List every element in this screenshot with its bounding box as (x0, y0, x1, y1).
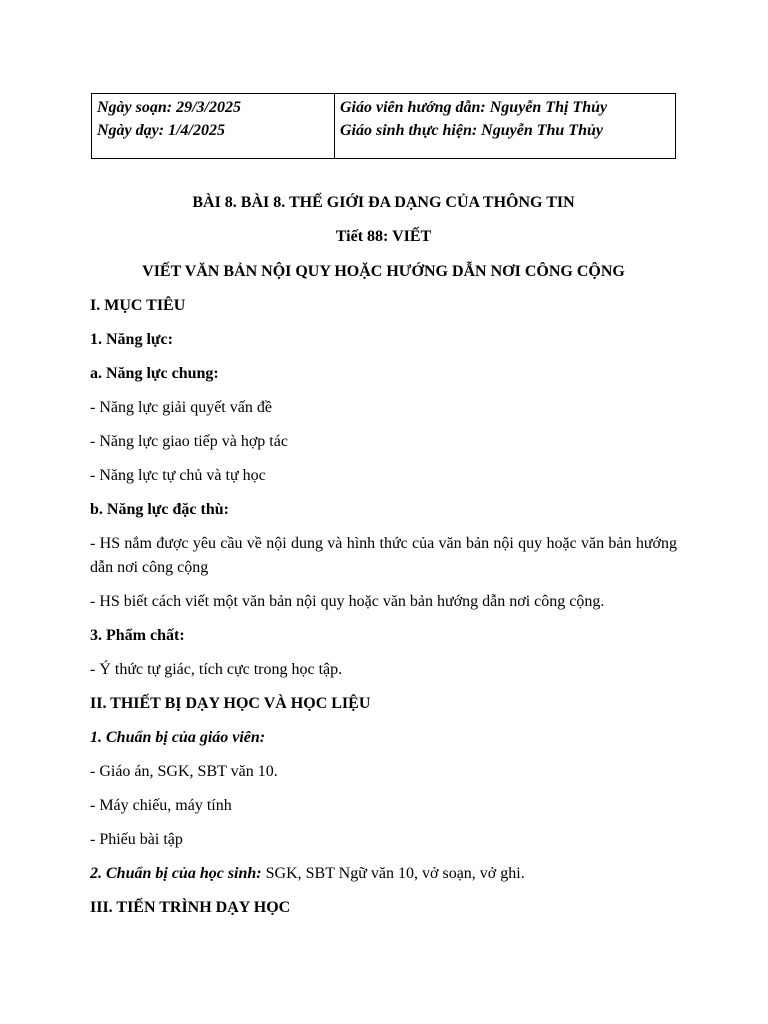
teacher-prep-heading: 1. Chuẩn bị của giáo viên: (90, 729, 266, 746)
lesson-title: BÀI 8. BÀI 8. THẾ GIỚI ĐA DẠNG CỦA THÔNG TIN (192, 194, 575, 211)
header-teachers-cell (335, 94, 676, 159)
qualities-item: - Ý thức tự giác, tích cực trong học tập. (90, 661, 343, 678)
competency-heading: 1. Năng lực: (90, 331, 173, 348)
student-prep-paragraph (90, 862, 677, 886)
general-competency-item: - Năng lực giải quyết vấn đề (90, 399, 272, 416)
general-competency-heading: a. Năng lực chung: (90, 365, 219, 382)
supervising-teacher: Giáo viên hướng dẫn: Nguyễn Thị Thủy (340, 99, 608, 116)
student-prep-label: 2. Chuẩn bị của học sinh: (90, 865, 262, 882)
specific-competency-heading: b. Năng lực đặc thù: (90, 501, 229, 518)
document-body (90, 191, 677, 920)
section-3-heading: III. TIẾN TRÌNH DẠY HỌC (90, 899, 291, 916)
period-title: Tiết 88: VIẾT (335, 228, 432, 245)
specific-competency-item: - HS nắm được yêu cầu về nội dung và hình thức của văn bản nội quy hoặc văn bản hướng dẫn nơi công cộng (90, 535, 677, 576)
teacher-prep-item: - Giáo án, SGK, SBT văn 10. (90, 763, 278, 780)
student-teacher: Giáo sinh thực hiện: Nguyễn Thu Thủy (340, 122, 603, 139)
general-competency-item: - Năng lực giao tiếp và hợp tác (90, 433, 288, 450)
section-2-heading: II. THIẾT BỊ DẠY HỌC VÀ HỌC LIỆU (90, 695, 371, 712)
header-info-table (91, 93, 676, 159)
specific-competency-item: - HS biết cách viết một văn bản nội quy hoặc văn bản hướng dẫn nơi công cộng. (90, 593, 605, 610)
general-competency-item: - Năng lực tự chủ và tự học (90, 467, 266, 484)
date-taught: Ngày dạy: 1/4/2025 (97, 122, 225, 139)
teacher-prep-item: - Phiếu bài tập (90, 831, 183, 848)
student-prep-text: SGK, SBT Ngữ văn 10, vở soạn, vở ghi. (261, 865, 525, 882)
qualities-heading: 3. Phẩm chất: (90, 627, 185, 644)
topic-title: VIẾT VĂN BẢN NỘI QUY HOẶC HƯỚNG DẪN NƠI CÔNG CỘNG (142, 263, 625, 280)
teacher-prep-item: - Máy chiếu, máy tính (90, 797, 232, 814)
header-dates-cell (92, 94, 335, 159)
section-1-heading: I. MỤC TIÊU (90, 297, 186, 314)
date-prepared: Ngày soạn: 29/3/2025 (97, 99, 241, 116)
